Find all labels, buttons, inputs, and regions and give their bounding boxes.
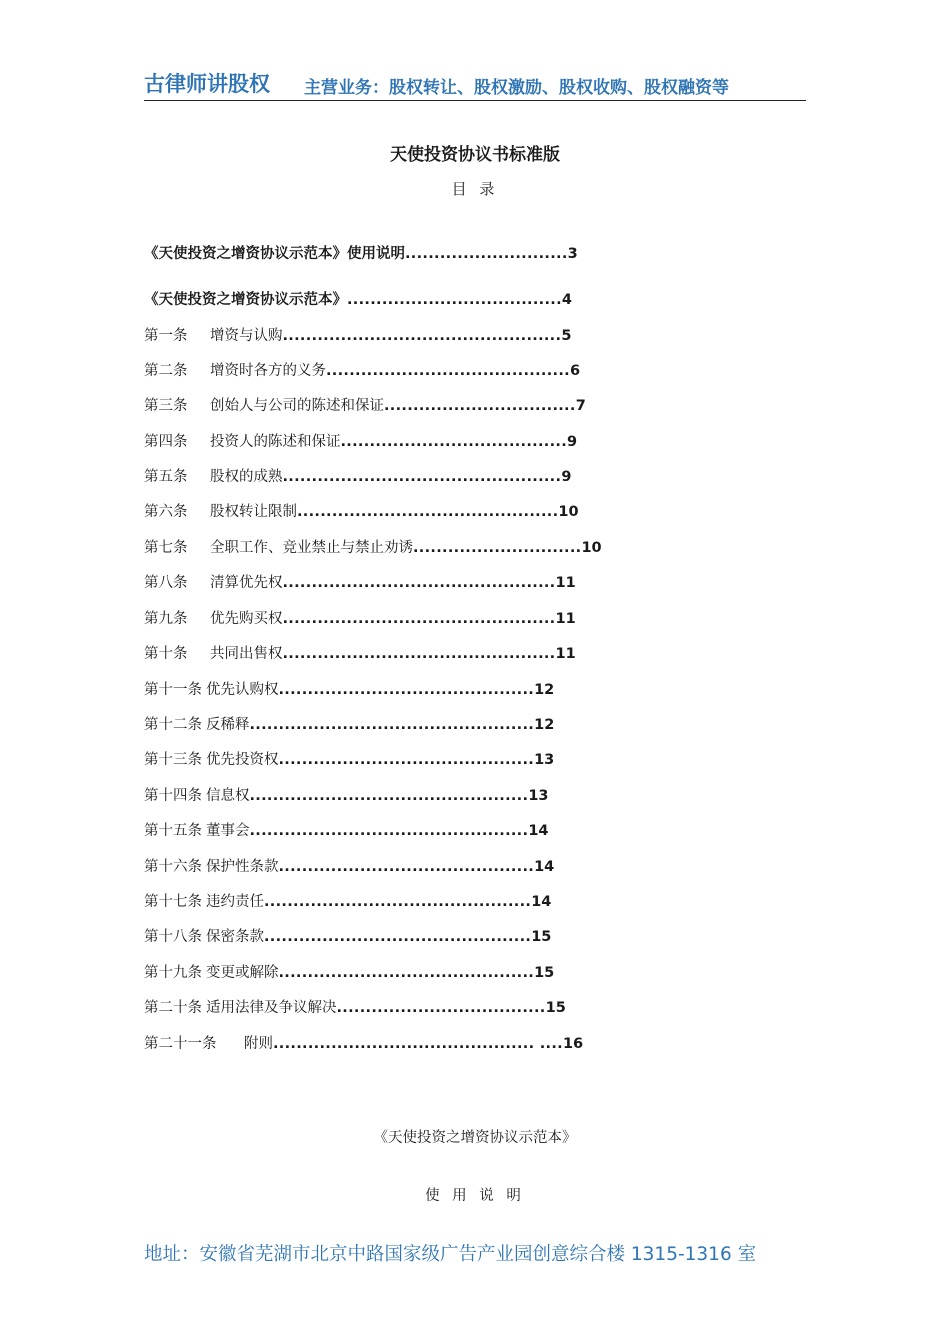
page-header: [144, 66, 806, 101]
toc-entry-leader: .................................................: [249, 717, 535, 733]
toc-entry-page-number: 11: [555, 646, 576, 662]
toc-entry-leader: .................................: [384, 398, 576, 414]
toc-entry[interactable]: [144, 892, 551, 912]
toc-entry-leader: ............................................: [278, 752, 535, 768]
toc-entry-page-number: 15: [531, 929, 552, 945]
toc-entry-leader: .......................................: [340, 434, 568, 450]
toc-entry[interactable]: [144, 644, 576, 664]
toc-entry-title: 股权的成熟: [210, 469, 283, 485]
toc-entry[interactable]: [144, 502, 579, 522]
toc-entry-page-number: 11: [555, 575, 576, 591]
toc-entry-title: 增资时各方的义务: [210, 363, 326, 379]
toc-entry-title: 增资与认购: [210, 328, 283, 344]
toc-entry-title: 优先认购权: [206, 682, 279, 698]
toc-entry[interactable]: [144, 1034, 583, 1054]
toc-entry-label: 第十三条: [144, 752, 202, 768]
toc-entry-label: 第十七条: [144, 894, 202, 910]
toc-entry[interactable]: [144, 538, 602, 558]
toc-entry-title: 附则: [244, 1036, 273, 1052]
toc-entry[interactable]: [144, 786, 549, 806]
toc-entry-title: 全职工作、竞业禁止与禁止劝诱: [210, 540, 413, 556]
toc-entry-page-number: 14: [528, 823, 549, 839]
toc-entry-leader: ................................................: [249, 788, 529, 804]
toc-entry[interactable]: [144, 573, 576, 593]
toc-entry-leader: ............................................. ....: [273, 1036, 563, 1052]
toc-entry-leader: ............................................: [278, 682, 535, 698]
toc-entry-label: 第三条: [144, 398, 188, 414]
toc-entry-leader: ...............................................: [282, 575, 556, 591]
toc-entry-page-number: 3: [567, 246, 578, 262]
toc-entry-label: 第十一条: [144, 682, 202, 698]
toc-entry-leader: ..........................................: [326, 363, 570, 379]
toc-entry-label: 第十九条: [144, 965, 202, 981]
toc-entry-label: 第四条: [144, 434, 188, 450]
toc-entry[interactable]: [144, 609, 576, 629]
toc-entry-label: 第十四条: [144, 788, 202, 804]
toc-entry-page-number: 10: [558, 504, 579, 520]
section-title: 《天使投资之增资协议示范本》: [373, 1130, 577, 1146]
toc-entry-leader: ................................................: [249, 823, 529, 839]
toc-entry-label: 第八条: [144, 575, 188, 591]
toc-entry-title: 违约责任: [206, 894, 264, 910]
toc-entry-page-number: 13: [534, 752, 555, 768]
toc-entry-page-number: 7: [575, 398, 586, 414]
toc-entry-leader: ................................................: [282, 328, 562, 344]
toc-entry-title: 创始人与公司的陈述和保证: [210, 398, 384, 414]
toc-entry-leader: ....................................: [336, 1000, 546, 1016]
business-scope: 主营业务：股权转让、股权激励、股权收购、股权融资等: [304, 78, 729, 98]
toc-entry-title: 信息权: [206, 788, 250, 804]
toc-entry-title: 共同出售权: [210, 646, 283, 662]
footer-address: 地址：安徽省芜湖市北京中路国家级广告产业园创意综合楼 1315-1316 室: [144, 1244, 757, 1265]
toc-entry-title: 保护性条款: [206, 859, 279, 875]
toc-entry-label: 第十六条: [144, 859, 202, 875]
toc-entry[interactable]: [144, 927, 551, 947]
toc-entry-page-number: 5: [561, 328, 572, 344]
toc-entry-page-number: 11: [555, 611, 576, 627]
toc-entry-leader: .............................: [413, 540, 582, 556]
toc-entry-label: 第九条: [144, 611, 188, 627]
section-subtitle: 使 用 说 明: [425, 1188, 525, 1204]
toc-heading: 目 录: [451, 180, 499, 198]
toc-entry-page-number: 9: [561, 469, 572, 485]
toc-entry-label: 第五条: [144, 469, 188, 485]
toc-entry-leader: .............................................: [297, 504, 559, 520]
toc-entry-title: 股权转让限制: [210, 504, 297, 520]
toc-entry[interactable]: [144, 396, 586, 416]
toc-entry-title: 保密条款: [206, 929, 264, 945]
toc-entry[interactable]: [144, 998, 566, 1018]
toc-entry[interactable]: [144, 680, 554, 700]
toc-entry-page-number: 16: [562, 1036, 584, 1052]
toc-entry-title: 反稀释: [206, 717, 250, 733]
toc-entry-page-number: 14: [531, 894, 552, 910]
toc-entry[interactable]: [144, 326, 571, 346]
toc-entry[interactable]: [144, 361, 580, 381]
toc-entry-label: 第二十条: [144, 1000, 202, 1016]
toc-entry-label: 第七条: [144, 540, 188, 556]
toc-entry[interactable]: [144, 467, 571, 487]
toc-entry-leader: ............................................: [278, 859, 535, 875]
toc-entry-title: 优先投资权: [206, 752, 279, 768]
toc-entry[interactable]: [144, 750, 554, 770]
toc-entry-title: 董事会: [206, 823, 250, 839]
toc-entry-page-number: 13: [528, 788, 549, 804]
toc-entry-title: 变更或解除: [206, 965, 279, 981]
toc-entry-page-number: 15: [545, 1000, 566, 1016]
toc-entry-leader: ...............................................: [282, 646, 556, 662]
toc-entry-title: 投资人的陈述和保证: [210, 434, 341, 450]
toc-entry[interactable]: [144, 821, 549, 841]
toc-entry-page-number: 12: [534, 682, 555, 698]
toc-entry-leader: ..............................................: [264, 929, 532, 945]
toc-entry-label: 第十八条: [144, 929, 202, 945]
toc-entry-leader: ...............................................: [282, 611, 556, 627]
toc-entry-label: 第一条: [144, 328, 188, 344]
toc-entry-label: 第二条: [144, 363, 188, 379]
toc-entry-label: 第十条: [144, 646, 188, 662]
toc-entry-page-number: 15: [534, 965, 555, 981]
toc-entry-page-number: 6: [569, 363, 581, 379]
toc-entry[interactable]: [144, 432, 577, 452]
toc-entry-leader: ............................: [405, 246, 568, 262]
toc-entry[interactable]: [144, 963, 554, 983]
toc-entry-page-number: 9: [567, 434, 578, 450]
toc-entry-leader: .....................................: [347, 292, 562, 308]
toc-entry-label: 《天使投资之增资协议示范本》使用说明: [144, 246, 405, 262]
toc-entry-page-number: 12: [534, 717, 555, 733]
toc-entry-title: 优先购买权: [210, 611, 283, 627]
toc-entry-label: 《天使投资之增资协议示范本》: [144, 292, 347, 308]
toc-entry[interactable]: [144, 290, 572, 310]
toc-entry-label: 第六条: [144, 504, 188, 520]
toc-entry[interactable]: [144, 715, 554, 735]
toc-entry-label: 第十五条: [144, 823, 202, 839]
toc-entry-label: 第二十一条: [144, 1036, 217, 1052]
document-title: 天使投资协议书标准版: [390, 145, 560, 165]
toc-entry-label: 第十二条: [144, 717, 202, 733]
toc-entry-title: 清算优先权: [210, 575, 283, 591]
toc-entry-page-number: 14: [534, 859, 555, 875]
toc-entry-title: 适用法律及争议解决: [206, 1000, 337, 1016]
toc-entry-leader: ..............................................: [264, 894, 532, 910]
toc-entry-page-number: 4: [561, 292, 573, 308]
toc-entry-leader: ................................................: [282, 469, 562, 485]
brand-name: 古律师讲股权: [144, 72, 270, 96]
toc-entry-page-number: 10: [581, 540, 602, 556]
toc-entry[interactable]: [144, 857, 554, 877]
toc-entry-leader: ............................................: [278, 965, 535, 981]
toc-entry[interactable]: [144, 244, 578, 264]
